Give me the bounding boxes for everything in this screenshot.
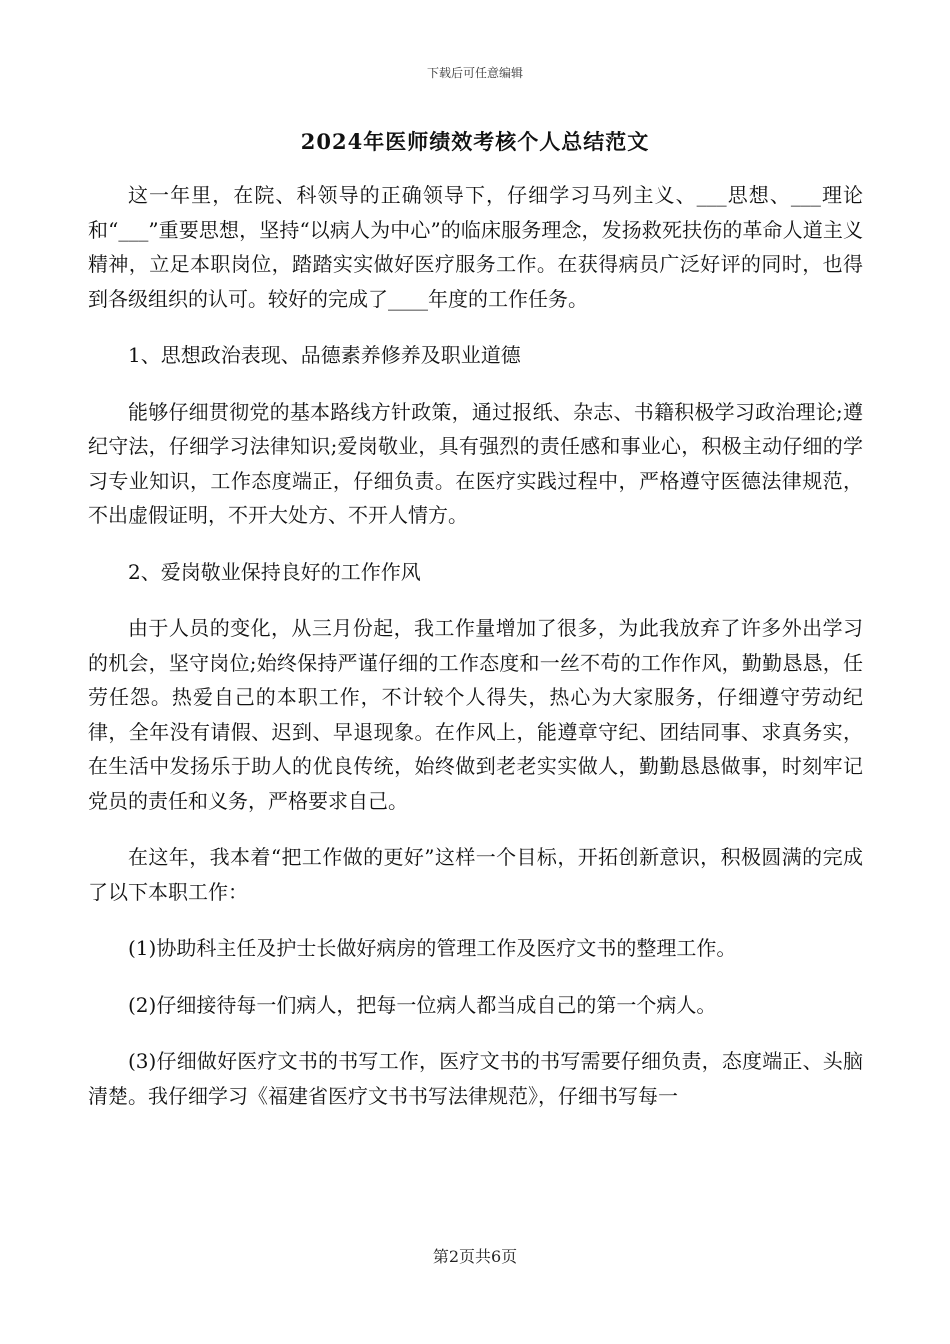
header-note: 下载后可任意编辑 [426, 66, 523, 80]
document-body [88, 178, 863, 1135]
page-number: 第2页共6页 [432, 1247, 518, 1266]
paragraph-section-2: 由于人员的变化，从三月份起，我工作量增加了很多，为此我放弃了许多外出学习的机会，坚守岗位;始终保持严谨仔细的工作态度和一丝不苟的工作作风，勤勤恳恳，任劳任怨。热爱自己的本职工作，不计较个人得失，热心为大家服务，仔细遵守劳动纪律，全年没有请假、迟到、早退现象。在作风上，能遵章守纪、团结同事、求真务实，在生活中发扬乐于助人的优良传统，始终做到老老实实做人，勤勤恳恳做事，时刻牢记党员的责任和义务，严格要求自己。 [88, 616, 863, 813]
paragraph-section-1: 能够仔细贯彻党的基本路线方针政策，通过报纸、杂志、书籍积极学习政治理论;遵纪守法，仔细学习法律知识;爱岗敬业，具有强烈的责任感和事业心，积极主动仔细的学习专业知识，工作态度端正，仔细负责。在医疗实践过程中，严格遵守医德法律规范，不出虚假证明，不开大处方、不开人情方。 [88, 399, 863, 527]
list-item-2: (2)仔细接待每一们病人，把每一位病人都当成自己的第一个病人。 [128, 992, 717, 1017]
document-title: 2024年医师绩效考核个人总结范文 [300, 129, 650, 154]
list-item-3: (3)仔细做好医疗文书的书写工作，医疗文书的书写需要仔细负责，态度端正、头脑清楚。我仔细学习《福建省医疗文书书写法律规范》，仔细书写每一 [88, 1049, 863, 1108]
list-item-1: (1)协助科主任及护士长做好病房的管理工作及医疗文书的整理工作。 [128, 936, 737, 960]
paragraph-intro: 这一年里，在院、科领导的正确领导下，仔细学习马列主义、___思想、___理论和“___”重要思想，坚持“以病人为中心”的临床服务理念，发扬救死扶伤的革命人道主义精神，立足本职岗位，踏踏实实做好医疗服务工作。在获得病员广泛好评的同时，也得到各级组织的认可。较好的完成了____年度的工作任务。 [88, 183, 863, 311]
section-heading-1: 1、思想政治表现、品德素养修养及职业道德 [128, 343, 521, 367]
section-heading-2: 2、爱岗敬业保持良好的工作作风 [128, 559, 421, 584]
paragraph-work-intro: 在这年，我本着“把工作做的更好”这样一个目标，开拓创新意识，积极圆满的完成了以下本职工作： [88, 845, 863, 904]
